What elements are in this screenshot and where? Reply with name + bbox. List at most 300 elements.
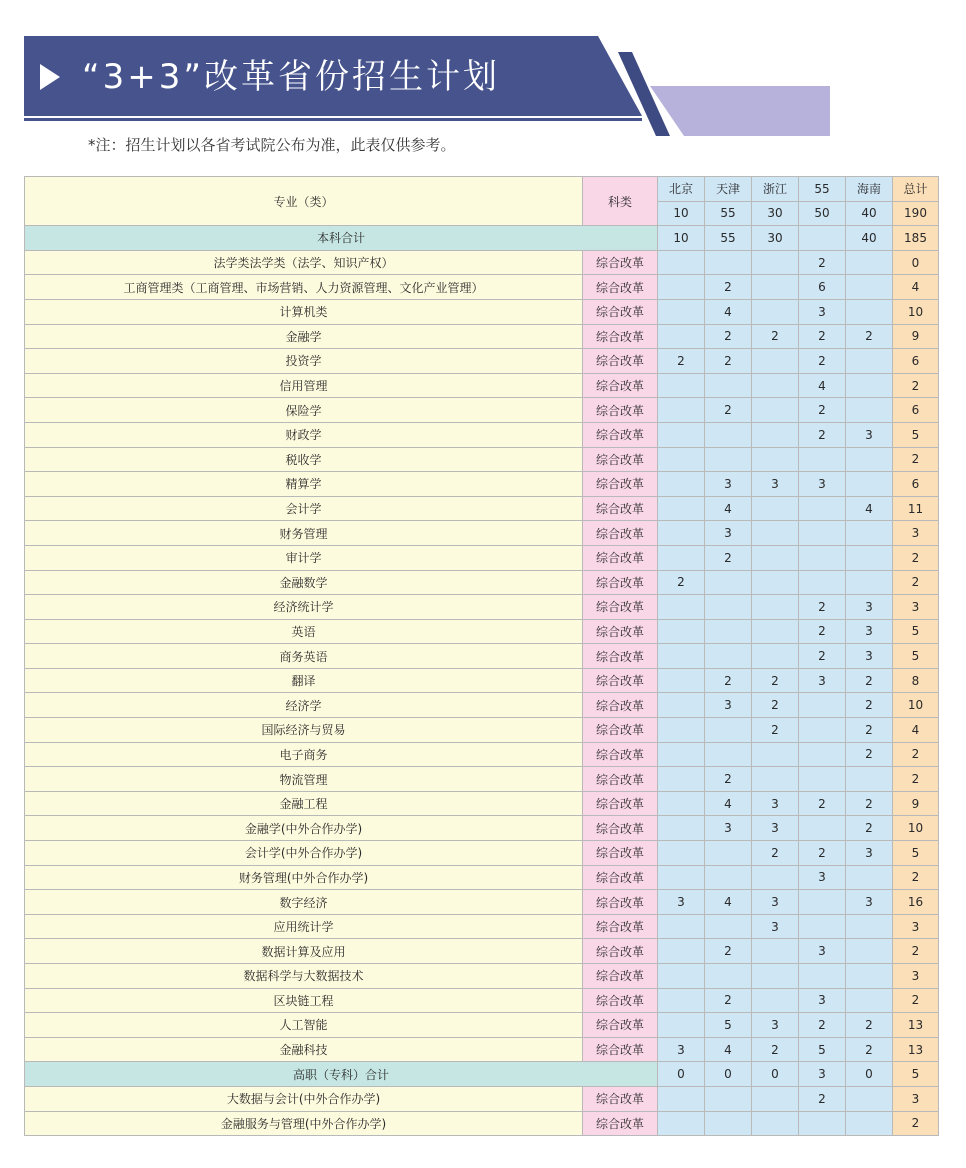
province-quota-cell: 2	[799, 791, 846, 816]
row-total: 6	[893, 472, 939, 497]
province-quota-cell: 2	[846, 742, 893, 767]
row-total: 3	[893, 1086, 939, 1111]
summary-total: 185	[893, 226, 939, 251]
province-quota-cell	[705, 1111, 752, 1136]
row-total: 13	[893, 1013, 939, 1038]
province-quota-cell	[705, 422, 752, 447]
row-total: 6	[893, 398, 939, 423]
province-quota-cell	[752, 570, 799, 595]
province-quota-cell: 3	[752, 890, 799, 915]
province-quota-cell: 2	[799, 398, 846, 423]
province-quota-cell	[705, 1086, 752, 1111]
row-total: 3	[893, 521, 939, 546]
province-quota-cell	[658, 644, 705, 669]
table-row	[25, 767, 939, 792]
row-total: 2	[893, 865, 939, 890]
province-quota-cell	[705, 742, 752, 767]
major-name: 金融服务与管理(中外合作办学)	[25, 1111, 583, 1136]
subject-type: 综合改革	[583, 595, 658, 620]
major-name: 投资学	[25, 349, 583, 374]
major-name: 会计学(中外合作办学)	[25, 841, 583, 866]
major-name: 国际经济与贸易	[25, 718, 583, 743]
type-column-header: 科类	[583, 177, 658, 226]
province-quota-cell	[752, 398, 799, 423]
province-quota-cell	[752, 250, 799, 275]
province-quota-cell	[658, 1013, 705, 1038]
subject-type: 综合改革	[583, 644, 658, 669]
province-quota-cell	[752, 964, 799, 989]
province-quota-cell	[799, 545, 846, 570]
subject-type: 综合改革	[583, 964, 658, 989]
province-header: 天津	[705, 177, 752, 202]
table-row	[25, 718, 939, 743]
table-body	[25, 226, 939, 1136]
major-name: 经济学	[25, 693, 583, 718]
province-quota-cell	[658, 595, 705, 620]
province-quota-cell	[799, 816, 846, 841]
province-quota-cell	[799, 718, 846, 743]
subject-type: 综合改革	[583, 742, 658, 767]
row-total: 2	[893, 373, 939, 398]
province-quota-cell	[658, 496, 705, 521]
province-quota-cell	[752, 299, 799, 324]
table-row	[25, 988, 939, 1013]
province-quota-cell: 2	[846, 816, 893, 841]
province-quota-cell	[799, 570, 846, 595]
subject-type: 综合改革	[583, 890, 658, 915]
major-name: 税收学	[25, 447, 583, 472]
province-quota-cell	[705, 373, 752, 398]
row-total: 2	[893, 767, 939, 792]
major-name: 数字经济	[25, 890, 583, 915]
major-name: 审计学	[25, 545, 583, 570]
table-row	[25, 865, 939, 890]
table-row	[25, 890, 939, 915]
province-quota-cell	[658, 324, 705, 349]
province-quota-cell	[846, 373, 893, 398]
table-row	[25, 299, 939, 324]
province-quota-cell: 3	[705, 816, 752, 841]
province-quota-cell: 2	[752, 324, 799, 349]
major-name: 工商管理类（工商管理、市场营销、人力资源管理、文化产业管理）	[25, 275, 583, 300]
subject-type: 综合改革	[583, 422, 658, 447]
row-total: 2	[893, 988, 939, 1013]
row-total: 9	[893, 791, 939, 816]
major-name: 数据计算及应用	[25, 939, 583, 964]
province-quota-cell	[846, 988, 893, 1013]
province-quota-cell	[799, 742, 846, 767]
subject-type: 综合改革	[583, 373, 658, 398]
table-row	[25, 1013, 939, 1038]
province-quota-cell	[658, 718, 705, 743]
major-name: 英语	[25, 619, 583, 644]
summary-value	[799, 226, 846, 251]
row-total: 10	[893, 816, 939, 841]
province-quota-cell	[752, 373, 799, 398]
province-quota-cell	[846, 472, 893, 497]
province-quota-cell: 3	[752, 791, 799, 816]
subject-type: 综合改革	[583, 791, 658, 816]
province-quota-cell: 2	[705, 324, 752, 349]
province-quota-cell: 4	[705, 791, 752, 816]
province-quota-cell: 2	[752, 841, 799, 866]
province-quota-cell	[752, 521, 799, 546]
province-quota: 40	[846, 201, 893, 226]
major-name: 区块链工程	[25, 988, 583, 1013]
province-quota-cell: 3	[799, 865, 846, 890]
major-name: 金融工程	[25, 791, 583, 816]
province-quota-cell: 4	[705, 1037, 752, 1062]
province-quota-cell: 2	[799, 422, 846, 447]
row-total: 16	[893, 890, 939, 915]
province-quota-cell	[846, 275, 893, 300]
province-quota-cell	[658, 816, 705, 841]
province-quota-cell	[752, 1111, 799, 1136]
table-row	[25, 791, 939, 816]
row-total: 11	[893, 496, 939, 521]
subject-type: 综合改革	[583, 988, 658, 1013]
disclaimer-note: *注：招生计划以各省考试院公布为准，此表仅供参考。	[88, 136, 456, 154]
major-name: 精算学	[25, 472, 583, 497]
subject-type: 综合改革	[583, 914, 658, 939]
province-quota-cell: 2	[705, 988, 752, 1013]
province-quota-cell	[658, 841, 705, 866]
province-quota-cell: 4	[705, 299, 752, 324]
major-name: 保险学	[25, 398, 583, 423]
province-quota-cell	[658, 299, 705, 324]
table-row	[25, 841, 939, 866]
major-name: 法学类法学类（法学、知识产权）	[25, 250, 583, 275]
province-quota-cell	[799, 914, 846, 939]
province-quota-cell: 2	[705, 275, 752, 300]
table-row	[25, 373, 939, 398]
major-name: 电子商务	[25, 742, 583, 767]
row-total: 9	[893, 324, 939, 349]
province-quota-cell	[752, 939, 799, 964]
province-quota-cell	[752, 1086, 799, 1111]
province-quota-cell	[658, 914, 705, 939]
province-quota-cell	[658, 619, 705, 644]
province-quota-cell: 3	[799, 668, 846, 693]
province-quota-cell: 3	[799, 472, 846, 497]
province-quota-cell: 2	[705, 668, 752, 693]
subject-type: 综合改革	[583, 324, 658, 349]
row-total: 13	[893, 1037, 939, 1062]
province-quota-cell: 3	[752, 1013, 799, 1038]
province-quota-cell	[799, 1111, 846, 1136]
province-quota-cell	[846, 767, 893, 792]
province-quota-cell: 2	[705, 349, 752, 374]
province-quota-cell: 2	[705, 939, 752, 964]
province-quota-cell	[752, 447, 799, 472]
major-column-header: 专业（类）	[25, 177, 583, 226]
province-quota-cell	[658, 545, 705, 570]
province-quota-cell	[658, 1086, 705, 1111]
province-quota-cell: 6	[799, 275, 846, 300]
table-row	[25, 1086, 939, 1111]
major-name: 商务英语	[25, 644, 583, 669]
province-quota-cell: 2	[705, 767, 752, 792]
major-name: 数据科学与大数据技术	[25, 964, 583, 989]
province-quota-cell	[752, 595, 799, 620]
summary-label: 高职（专科）合计	[25, 1062, 658, 1087]
table-row	[25, 472, 939, 497]
province-quota-cell	[752, 988, 799, 1013]
province-quota-cell	[752, 545, 799, 570]
table-row	[25, 324, 939, 349]
province-quota-cell: 2	[752, 718, 799, 743]
province-quota-cell: 3	[846, 619, 893, 644]
subject-type: 综合改革	[583, 349, 658, 374]
province-quota-cell	[846, 570, 893, 595]
province-quota-cell	[705, 718, 752, 743]
province-header: 海南	[846, 177, 893, 202]
table-row	[25, 447, 939, 472]
province-quota-cell	[846, 299, 893, 324]
province-quota-cell	[846, 349, 893, 374]
province-quota-cell	[705, 619, 752, 644]
province-quota-cell	[658, 988, 705, 1013]
row-total: 5	[893, 644, 939, 669]
row-total: 3	[893, 914, 939, 939]
province-quota-cell	[799, 496, 846, 521]
major-name: 物流管理	[25, 767, 583, 792]
province-quota-cell	[705, 914, 752, 939]
subject-type: 综合改革	[583, 496, 658, 521]
table-row	[25, 939, 939, 964]
subject-type: 综合改革	[583, 1111, 658, 1136]
table-row	[25, 349, 939, 374]
province-quota-cell: 3	[752, 472, 799, 497]
subject-type: 综合改革	[583, 816, 658, 841]
province-quota-cell	[705, 570, 752, 595]
summary-value: 10	[658, 226, 705, 251]
province-quota-cell	[846, 964, 893, 989]
province-quota-cell	[799, 964, 846, 989]
province-quota-cell: 2	[705, 545, 752, 570]
province-quota-cell: 2	[752, 693, 799, 718]
row-total: 4	[893, 718, 939, 743]
total-column-header: 总计	[893, 177, 939, 202]
row-total: 2	[893, 545, 939, 570]
subject-type: 综合改革	[583, 841, 658, 866]
table-row	[25, 250, 939, 275]
summary-value: 0	[705, 1062, 752, 1087]
province-quota-cell	[846, 939, 893, 964]
table-row	[25, 693, 939, 718]
subject-type: 综合改革	[583, 693, 658, 718]
table-row	[25, 545, 939, 570]
major-name: 经济统计学	[25, 595, 583, 620]
province-quota-cell: 2	[658, 349, 705, 374]
province-quota-cell	[846, 1086, 893, 1111]
province-quota-cell: 2	[799, 1086, 846, 1111]
province-quota-cell: 4	[705, 890, 752, 915]
summary-total: 5	[893, 1062, 939, 1087]
row-total: 2	[893, 939, 939, 964]
province-quota-cell: 3	[752, 816, 799, 841]
page-title: “3+3”改革省份招生计划	[82, 57, 500, 97]
major-name: 金融数学	[25, 570, 583, 595]
subject-type: 综合改革	[583, 1013, 658, 1038]
province-quota-cell	[658, 767, 705, 792]
header-row-provinces	[25, 177, 939, 202]
major-name: 人工智能	[25, 1013, 583, 1038]
province-quota-cell: 3	[658, 890, 705, 915]
province-quota-cell: 2	[658, 570, 705, 595]
province-quota-cell	[658, 250, 705, 275]
summary-value: 30	[752, 226, 799, 251]
row-total: 6	[893, 349, 939, 374]
summary-value: 0	[846, 1062, 893, 1087]
province-quota-cell	[705, 964, 752, 989]
province-quota-cell	[752, 644, 799, 669]
summary-value: 40	[846, 226, 893, 251]
row-total: 4	[893, 275, 939, 300]
province-quota-cell	[799, 693, 846, 718]
province-quota-cell: 2	[846, 791, 893, 816]
province-quota-cell: 3	[846, 595, 893, 620]
subject-type: 综合改革	[583, 299, 658, 324]
province-quota-cell	[799, 767, 846, 792]
summary-value: 3	[799, 1062, 846, 1087]
province-quota-cell: 3	[799, 939, 846, 964]
table-row	[25, 964, 939, 989]
province-quota-cell: 5	[799, 1037, 846, 1062]
province-quota-cell	[846, 521, 893, 546]
province-quota-cell: 2	[752, 668, 799, 693]
province-quota: 10	[658, 201, 705, 226]
province-quota-cell: 2	[799, 324, 846, 349]
row-total: 10	[893, 299, 939, 324]
subject-type: 综合改革	[583, 398, 658, 423]
province-quota-cell: 3	[658, 1037, 705, 1062]
province-quota-cell	[752, 742, 799, 767]
row-total: 5	[893, 619, 939, 644]
province-quota-cell	[705, 865, 752, 890]
summary-value: 0	[658, 1062, 705, 1087]
province-quota-cell	[846, 865, 893, 890]
table-row	[25, 1111, 939, 1136]
province-header: 55	[799, 177, 846, 202]
table-row	[25, 398, 939, 423]
table-row	[25, 595, 939, 620]
subject-type: 综合改革	[583, 570, 658, 595]
subject-type: 综合改革	[583, 545, 658, 570]
subject-type: 综合改革	[583, 1086, 658, 1111]
table-row	[25, 422, 939, 447]
subject-type: 综合改革	[583, 865, 658, 890]
province-quota-cell	[846, 914, 893, 939]
province-quota-cell	[658, 373, 705, 398]
province-quota-cell: 3	[705, 521, 752, 546]
province-quota-cell	[705, 841, 752, 866]
province-quota-cell: 2	[846, 324, 893, 349]
subject-type: 综合改革	[583, 250, 658, 275]
province-quota-cell: 3	[846, 644, 893, 669]
province-quota-cell	[658, 422, 705, 447]
province-quota-cell: 3	[846, 841, 893, 866]
province-quota-cell: 3	[705, 472, 752, 497]
play-icon	[40, 64, 60, 90]
province-quota-cell	[658, 939, 705, 964]
table-row	[25, 668, 939, 693]
province-quota-cell	[846, 545, 893, 570]
subject-type: 综合改革	[583, 619, 658, 644]
summary-label: 本科合计	[25, 226, 658, 251]
province-quota: 50	[799, 201, 846, 226]
major-name: 金融学(中外合作办学)	[25, 816, 583, 841]
province-quota: 55	[705, 201, 752, 226]
province-quota-cell	[752, 496, 799, 521]
table-row	[25, 521, 939, 546]
province-quota-cell: 2	[799, 250, 846, 275]
province-quota-cell	[752, 422, 799, 447]
table-row	[25, 742, 939, 767]
table-row	[25, 816, 939, 841]
province-quota-cell: 2	[752, 1037, 799, 1062]
province-quota-cell	[752, 767, 799, 792]
subject-type: 综合改革	[583, 939, 658, 964]
province-quota-cell	[846, 398, 893, 423]
province-quota-cell: 3	[846, 890, 893, 915]
province-quota-cell	[658, 791, 705, 816]
province-quota-cell: 2	[705, 398, 752, 423]
province-quota-cell	[658, 742, 705, 767]
table-row	[25, 496, 939, 521]
banner-underline	[24, 118, 642, 121]
province-quota-cell: 2	[799, 1013, 846, 1038]
province-quota-cell	[705, 644, 752, 669]
subject-type: 综合改革	[583, 521, 658, 546]
province-quota-cell	[799, 521, 846, 546]
summary-value: 55	[705, 226, 752, 251]
row-total: 5	[893, 841, 939, 866]
summary-row	[25, 1062, 939, 1087]
major-name: 应用统计学	[25, 914, 583, 939]
summary-value: 0	[752, 1062, 799, 1087]
province-quota-cell: 2	[799, 619, 846, 644]
province-header: 浙江	[752, 177, 799, 202]
major-name: 财务管理	[25, 521, 583, 546]
row-total: 2	[893, 447, 939, 472]
province-quota-cell: 3	[799, 299, 846, 324]
subject-type: 综合改革	[583, 472, 658, 497]
province-quota-cell	[799, 447, 846, 472]
table-row	[25, 275, 939, 300]
row-total: 5	[893, 422, 939, 447]
province-quota-cell: 2	[846, 668, 893, 693]
province-quota-cell	[658, 447, 705, 472]
row-total: 2	[893, 1111, 939, 1136]
subject-type: 综合改革	[583, 1037, 658, 1062]
province-quota-cell	[658, 275, 705, 300]
quota-total: 190	[893, 201, 939, 226]
row-total: 8	[893, 668, 939, 693]
province-quota-cell	[658, 521, 705, 546]
province-quota-cell: 3	[846, 422, 893, 447]
row-total: 2	[893, 742, 939, 767]
row-total: 3	[893, 964, 939, 989]
subject-type: 综合改革	[583, 447, 658, 472]
province-quota-cell: 2	[846, 718, 893, 743]
table-row	[25, 1037, 939, 1062]
province-quota-cell: 3	[705, 693, 752, 718]
province-quota-cell: 4	[705, 496, 752, 521]
province-quota-cell	[658, 1111, 705, 1136]
subject-type: 综合改革	[583, 718, 658, 743]
major-name: 翻译	[25, 668, 583, 693]
